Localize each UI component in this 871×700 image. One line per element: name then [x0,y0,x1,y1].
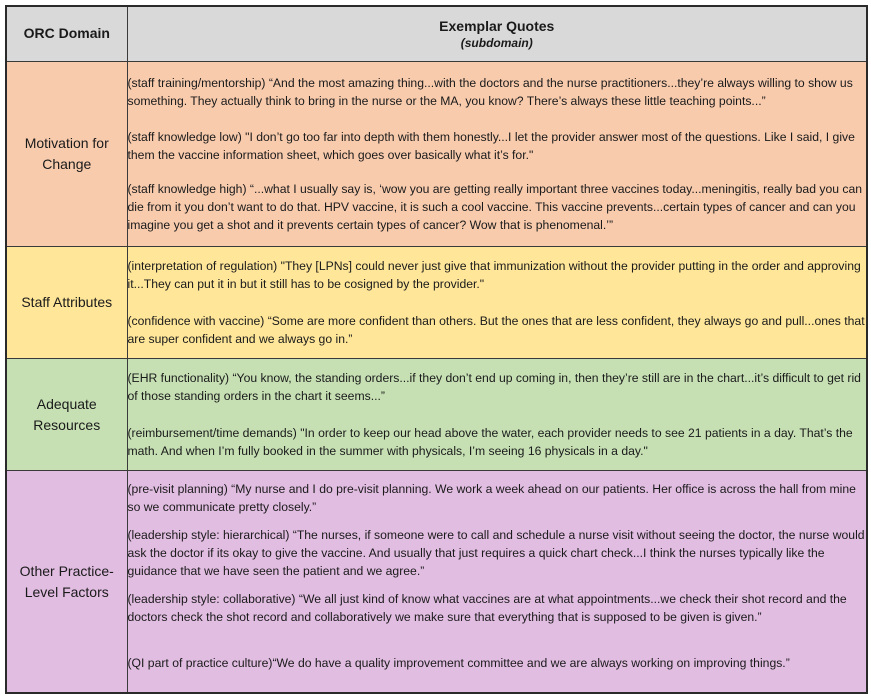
quote-subdomain: (reimbursement/time demands) [127,425,297,440]
quotes-cell [127,471,867,694]
quote-subdomain: (staff knowledge high) [127,182,247,196]
header-quotes-title: Exemplar Quotes [439,18,555,34]
quote-text: “And the most amazing thing...with the doctors and the nurse practitioners...they’re always willing to show us something. They actually think to bring in the nurse or the MA, you know? There’s always these little teaching points...” [127,76,853,108]
header-quotes-subtitle: (subdomain) [460,36,533,50]
quote-item [128,525,867,581]
domain-cell [6,471,127,694]
domain-cell [6,359,127,471]
quote-subdomain: (leadership style: collaborative) [127,592,296,606]
orc-quotes-table [5,5,868,694]
quote-text: “You know, the standing orders...if they don’t end up coming in, then they’re still are in the chart...it’s difficult to get rid of those standing orders in the chart it seems...” [127,370,861,403]
domain-label: Other Practice-Level Factors [19,562,114,600]
quotes-list [128,247,867,357]
domain-cell [6,62,127,247]
quote-text: "I don’t go too far into depth with them honestly...I let the provider answer most of the questions. Like I said, I give them the vaccine information sheet, which goes over basically what it’s for." [127,130,855,162]
quote-subdomain: (EHR functionality) [127,370,230,385]
domain-label: Adequate Resources [33,395,101,433]
quotes-list [128,471,867,690]
quote-item [128,62,867,122]
quote-item [128,359,867,414]
quote-text: "In order to keep our head above the water, each provider needs to see 21 patients in a day. That’s the math. And when I’m fully booked in the summer with physicals, I’m seeing 16 physicals in a day." [127,425,853,458]
quote-subdomain: (QI part of practice culture) [127,655,273,670]
quote-subdomain: (interpretation of regulation) [127,258,278,273]
quotes-cell [127,62,867,247]
header-domain-label: ORC Domain [23,25,110,41]
quote-text: “...what I usually say is, ‘wow you are getting really important three vaccines today...meningitis, really bad you can die from it you don’t want to do that. HPV vaccine, it is such a cool vaccine. This vaccine prevents...certain types of cancer and can you imagine you get a shot and it prevents certain types of cancer? Wow that is phenomenal.’” [127,182,863,232]
quote-text: “The nurses, if someone were to call and schedule a nurse visit without seeing the doctor, the nurse would ask the doctor if its okay to give the vaccine. And usually that just requires a quick chart check...I think the nurses typically like the guidance that we have seen the patient and we agree.” [127,528,865,578]
quote-text: "They [LPNs] could never just give that immunization without the provider putting in the order and approving it...They can put it in but it still has to be cosigned by the provider." [127,258,861,291]
quote-text: “Some are more confident than others. But the ones that are less confident, they always go and pull...ones that are super confident and we always go in.” [127,313,865,346]
quote-item [128,122,867,170]
quotes-list [128,62,867,244]
quote-item [128,635,867,690]
domain-group-staff-attributes [6,247,867,359]
quote-text: “We do have a quality improvement committee and we are always working on improving things.” [272,655,790,670]
quotes-cell [127,247,867,359]
quotes-list [128,359,867,469]
quote-item [128,247,867,302]
domain-label: Staff Attributes [21,294,113,310]
quote-subdomain: (pre-visit planning) [127,482,228,496]
header-quotes-cell [127,6,867,62]
quote-item [128,170,867,244]
domain-cell [6,247,127,359]
quote-item [128,581,867,635]
quote-item [128,302,867,357]
quote-subdomain: (staff knowledge low) [127,130,242,144]
quote-subdomain: (staff training/mentorship) [127,76,266,90]
header-domain-cell [6,6,127,62]
quote-text: “We all just kind of know what vaccines are at what appointments...we check their shot record and the doctors check the shot record and collaboratively we make sure that everything that is supposed to be given is given.” [127,592,847,624]
header-row [6,6,867,62]
quote-text: “My nurse and I do pre-visit planning. We work a week ahead on our patients. Her office is across the hall from mine so we communicate pretty closely.” [127,482,856,514]
domain-label: Motivation for Change [24,135,109,172]
quote-item [128,471,867,525]
quote-subdomain: (leadership style: hierarchical) [127,528,290,542]
domain-group-other-practice-factors [6,471,867,694]
domain-group-motivation [6,62,867,247]
quote-subdomain: (confidence with vaccine) [127,313,265,328]
quotes-cell [127,359,867,471]
quote-item [128,414,867,469]
domain-group-adequate-resources [6,359,867,471]
